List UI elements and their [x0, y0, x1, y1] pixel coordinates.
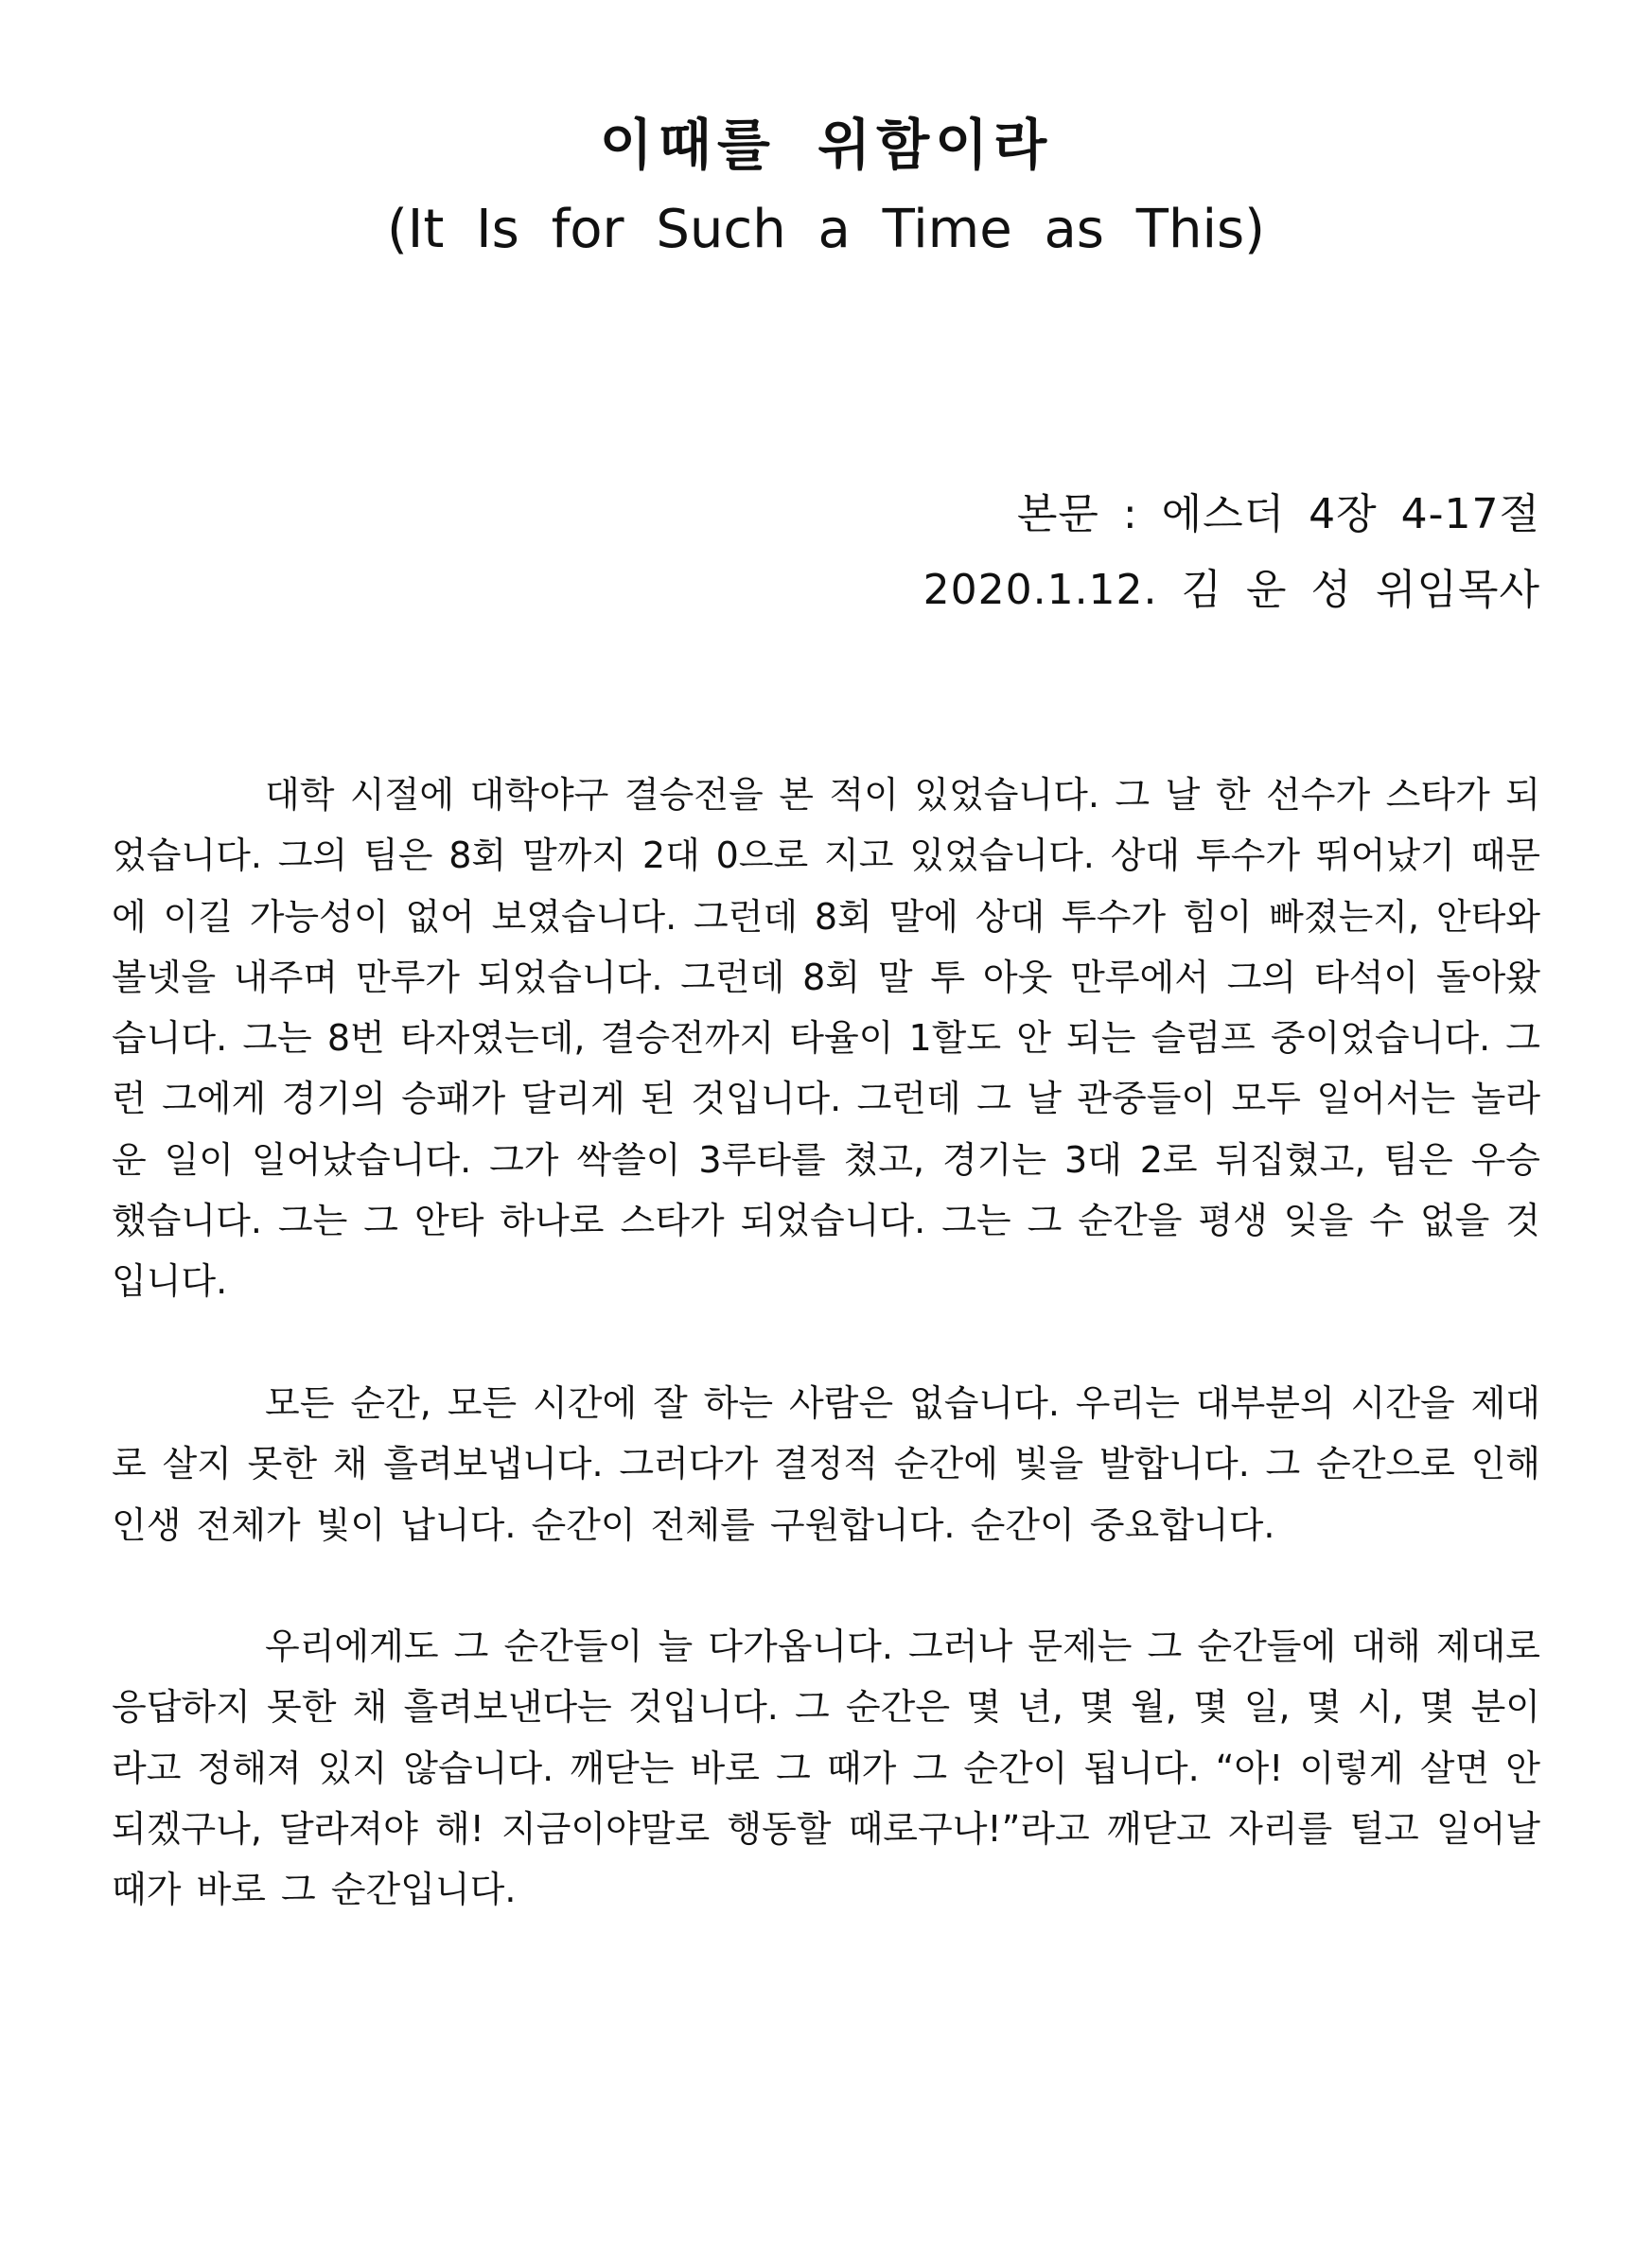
date-author: 2020.1.12. 김 운 성 위임목사 [923, 566, 1540, 614]
title-block [0, 102, 1652, 272]
title-english: (It Is for Such a Time as This) [386, 199, 1266, 260]
paragraph: 모든 순간, 모든 시간에 잘 하는 사람은 없습니다. 우리는 대부분의 시간을 제대로 살지 못한 채 흘려보냅니다. 그러다가 결정적 순간에 빛을 발합니다. 그 순간으로 인해 인생 전체가 빛이 납니다. 순간이 전체를 구원합니다. 순간이 중요합니다. [112, 1381, 1540, 1546]
paragraph: 대학 시절에 대학야구 결승전을 본 적이 있었습니다. 그 날 한 선수가 스타가 되었습니다. 그의 팀은 8회 말까지 2대 0으로 지고 있었습니다. 상대 투수가 뛰어났기 때문에 이길 가능성이 없어 보였습니다. 그런데 8회 말에 상대 투수가 힘이 빠졌는지, 안타와 볼넷을 내주며 만루가 되었습니다. 그런데 8회 말 투 아웃 만루에서 그의 타석이 돌아왔습니다. 그는 8번 타자였는데, 결승전까지 타율이 1할도 안 되는 슬럼프 중이었습니다. 그런 그에게 경기의 승패가 달리게 된 것입니다. 그런데 그 날 관중들이 모두 일어서는 놀라운 일이 일어났습니다. 그가 싹쓸이 3루타를 쳤고, 경기는 3대 2로 뒤집혔고, 팀은 우승했습니다. 그는 그 안타 하나로 스타가 되었습니다. 그는 그 순간을 평생 잊을 수 없을 것입니다. [112, 774, 1540, 1303]
sermon-meta [923, 477, 1540, 628]
scripture-reference: 본문 : 에스더 4장 4-17절 [1016, 490, 1540, 538]
paragraph: 우리에게도 그 순간들이 늘 다가옵니다. 그러나 문제는 그 순간들에 대해 제대로 응답하지 못한 채 흘려보낸다는 것입니다. 그 순간은 몇 년, 몇 월, 몇 일, 몇 시, 몇 분이라고 정해져 있지 않습니다. 깨닫는 바로 그 때가 그 순간이 됩니다. “아! 이렇게 살면 안 되겠구나, 달라져야 해! 지금이야말로 행동할 때로구나!”라고 깨닫고 자리를 털고 일어날 때가 바로 그 순간입니다. [112, 1625, 1540, 1911]
title-korean: 이때를 위함이라 [599, 113, 1053, 177]
sermon-body [112, 764, 1540, 1981]
